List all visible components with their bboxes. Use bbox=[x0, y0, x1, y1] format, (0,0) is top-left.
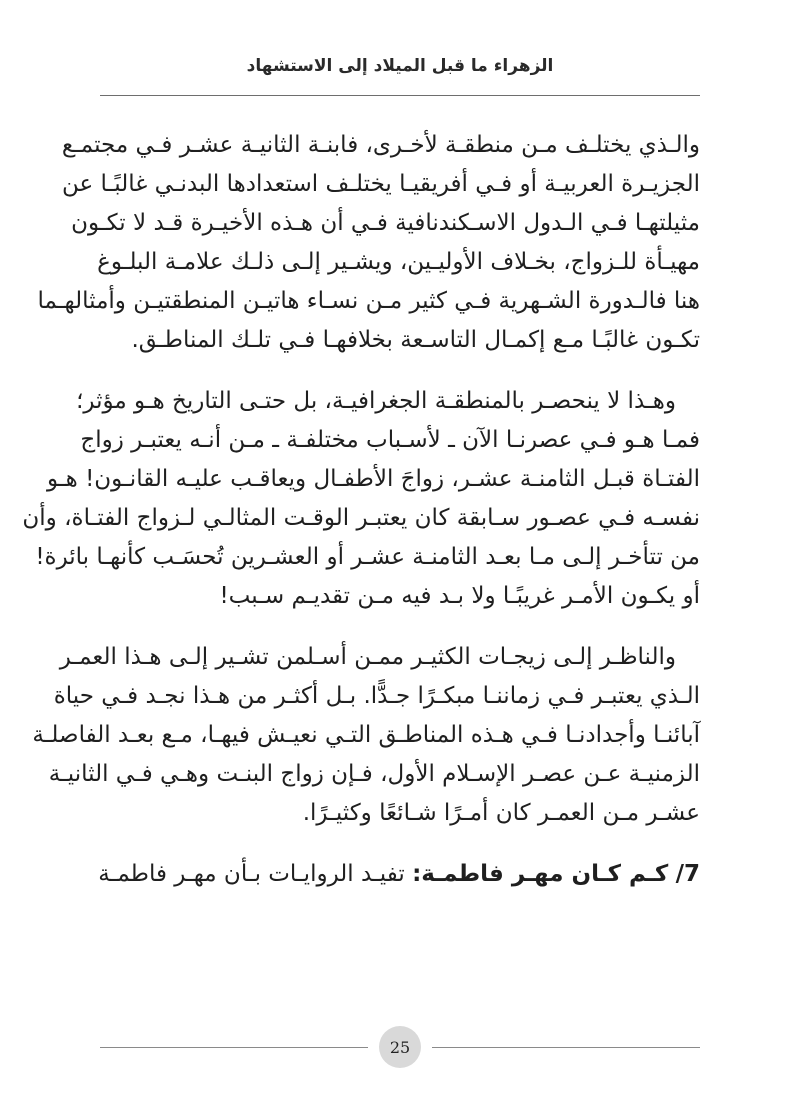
section-heading-line bbox=[100, 855, 700, 894]
paragraph-3 bbox=[32, 638, 700, 833]
page-body bbox=[22, 126, 700, 916]
text-line: فمـا هـو فـي عصرنـا الآن ـ لأسـباب مختلفـة ـ مـن أنـه يعتبـر زواج bbox=[80, 427, 700, 453]
text-line: وهـذا لا ينحصـر بالمنطقـة الجغرافيـة، بل حتـى التاريخ هـو مؤثر؛ bbox=[76, 388, 676, 414]
text-line: أو يكـون الأمـر غريبًـا ولا بـد فيه مـن تقديـم سـبب! bbox=[219, 583, 700, 609]
section-heading: كـم كـان مهـر فاطمـة: bbox=[412, 861, 669, 887]
section-text: تفيـد الروايـات بـأن مهـر فاطمـة bbox=[98, 861, 405, 887]
text-line: الزمنيـة عـن عصـر الإسـلام الأول، فـإن زواج البنـت وهـي فـي الثانيـة bbox=[48, 761, 700, 787]
text-line: نفسـه فـي عصـور سـابقة كان يعتبـر الوقـت المثالـي لـزواج الفتـاة، وأن bbox=[22, 505, 700, 531]
text-line: عشـر مـن العمـر كان أمـرًا شـائعًا وكثيـرًا. bbox=[302, 800, 700, 826]
paragraph-1 bbox=[37, 126, 700, 360]
page-number: 25 bbox=[379, 1026, 421, 1068]
text-line: الـذي يعتبـر فـي زماننـا مبكـرًا جـدًّا. بـل أكثـر من هـذا نجـد فـي حياة bbox=[53, 683, 700, 709]
text-line: والـذي يختلـف مـن منطقـة لأخـرى، فابنـة الثانيـة عشـر فـي مجتمـع bbox=[61, 132, 700, 158]
text-line: هنا فالـدورة الشـهرية فـي كثير مـن نسـاء هاتيـن المنطقتيـن وأمثالهـما bbox=[37, 288, 700, 314]
text-line: والناظـر إلـى زيجـات الكثيـر ممـن أسـلمن تشـير إلـى هـذا العمـر bbox=[59, 644, 676, 670]
running-header: الزهراء ما قبل الميلاد إلى الاستشهاد bbox=[246, 56, 554, 76]
section-line bbox=[100, 855, 700, 894]
text-line: من تتأخـر إلـى مـا بعـد الثامنـة عشـر أو العشـرين تُحسَـب كأنهـا بائرة! bbox=[35, 544, 700, 570]
section-number: 7/ bbox=[675, 861, 700, 887]
header-divider bbox=[100, 95, 700, 96]
text-line: آبائنـا وأجدادنـا فـي هـذه المناطـق التـي نعيـش فيهـا، مـع بعـد الفاصلـة bbox=[32, 722, 700, 748]
footer-divider-right bbox=[432, 1047, 700, 1048]
text-line: مثيلتهـا فـي الـدول الاسـكندنافية فـي أن هـذه الأخيـرة قـد لا تكـون bbox=[71, 210, 700, 236]
text-line: مهيـأة للـزواج، بخـلاف الأوليـين، ويشـير إلـى ذلـك علامـة البلـوغ bbox=[97, 249, 700, 275]
paragraph-2 bbox=[22, 382, 700, 616]
text-line: الجزيـرة العربيـة أو فـي أفريقيـا يختلـف استعدادها البدنـي غالبًـا عن bbox=[62, 171, 700, 197]
footer-divider-left bbox=[100, 1047, 368, 1048]
text-line: تكـون غالبًـا مـع إكمـال التاسـعة بخلافهـا فـي تلـك المناطـق. bbox=[131, 327, 700, 353]
text-line: الفتـاة قبـل الثامنـة عشـر، زواجَ الأطفـال ويعاقـب عليـه القانـون! هـو bbox=[47, 466, 700, 492]
